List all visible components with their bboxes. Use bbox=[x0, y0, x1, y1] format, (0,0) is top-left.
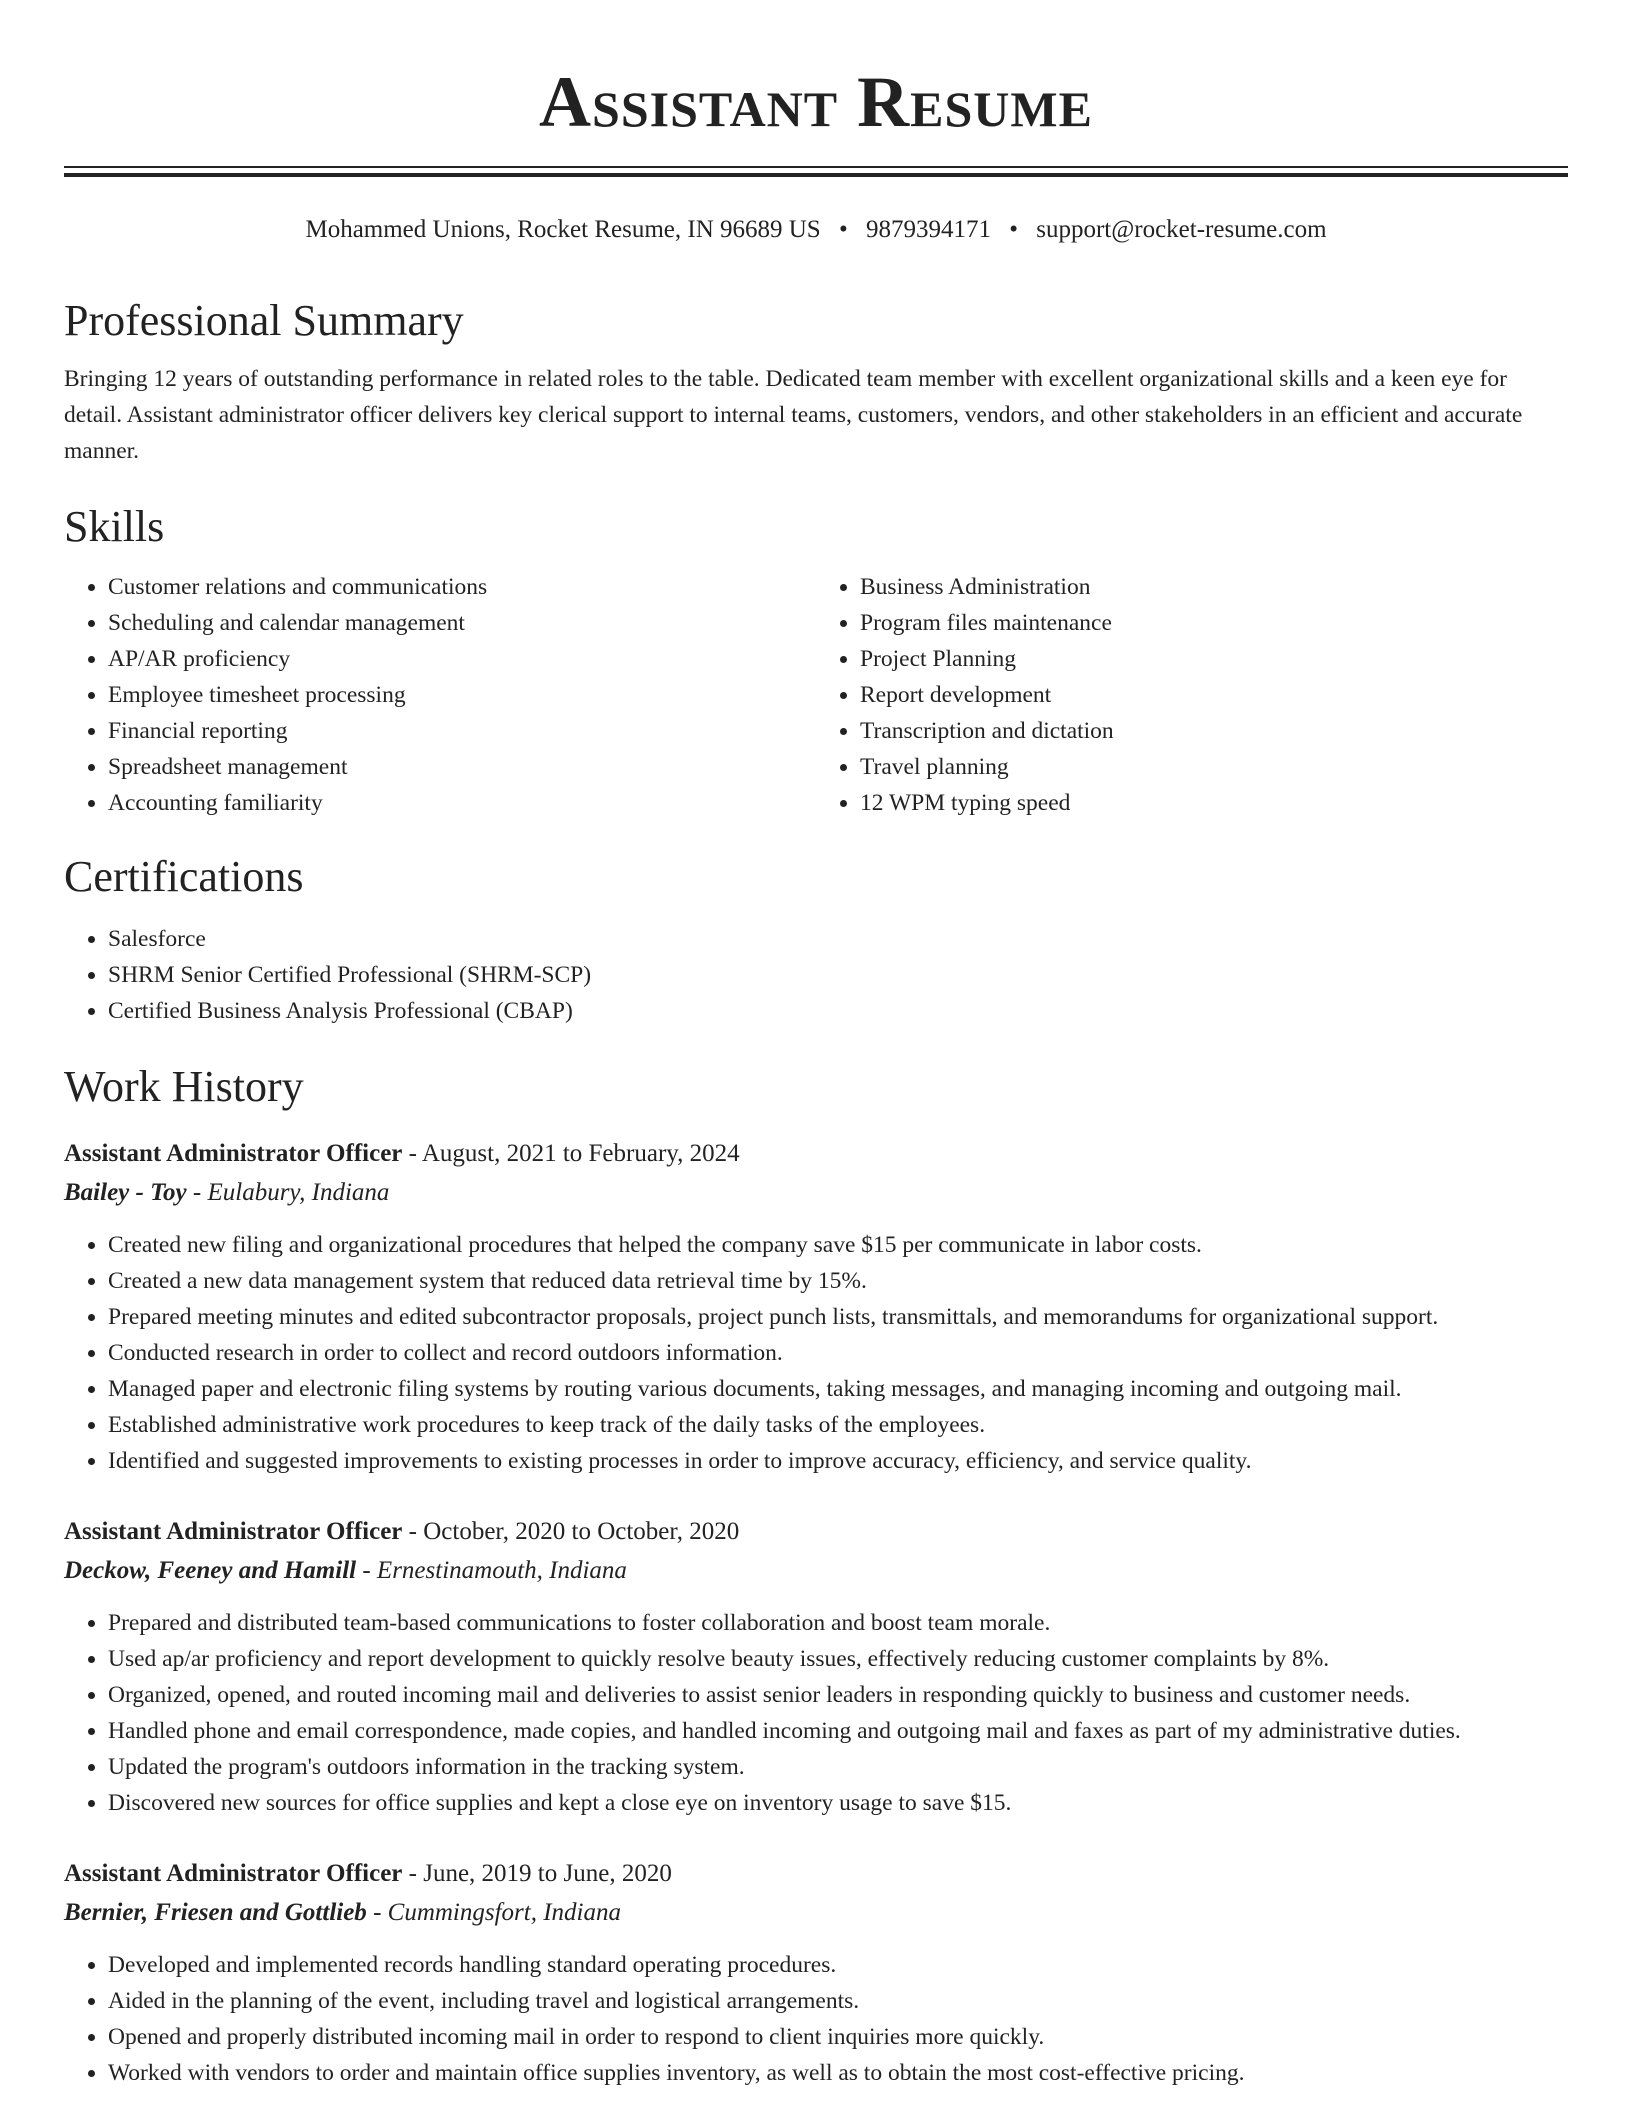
job-location: - Ernestinamouth, Indiana bbox=[356, 1557, 627, 1584]
job-bullets bbox=[64, 1605, 1568, 1821]
job-bullet: • Aided in the planning of the event, including travel and logistical arrangements. bbox=[108, 1983, 1568, 2019]
resume-title: Assistant Resume bbox=[539, 62, 1093, 142]
job-bullet: • Identified and suggested improvements to existing processes in order to improve accuracy, efficiency, and service quality. bbox=[108, 1443, 1568, 1479]
skills-list-right bbox=[816, 569, 1568, 821]
job-entry bbox=[64, 1513, 1568, 1821]
job-company: Bernier, Friesen and Gottlieb bbox=[64, 1899, 367, 1926]
job-company-line bbox=[64, 1551, 1568, 1591]
contact-phone: 9879394171 bbox=[865, 216, 991, 243]
contact-line bbox=[64, 213, 1568, 247]
job-entry bbox=[64, 1135, 1568, 1479]
job-bullet: • Worked with vendors to order and maintain office supplies inventory, as well as to obtain the most cost-effective pricing. bbox=[108, 2055, 1568, 2091]
certification-item: • Certified Business Analysis Professional (CBAP) bbox=[108, 993, 1568, 1029]
job-bullet: • Updated the program's outdoors information in the tracking system. bbox=[108, 1749, 1568, 1785]
job-company-line bbox=[64, 1173, 1568, 1213]
job-entry bbox=[64, 1855, 1568, 2091]
skill-item: • Accounting familiarity bbox=[108, 785, 816, 821]
job-bullet: • Prepared meeting minutes and edited subcontractor proposals, project punch lists, transmittals, and memorandums for organizational support. bbox=[108, 1299, 1568, 1335]
skill-item: • Transcription and dictation bbox=[860, 713, 1568, 749]
skill-item: • Spreadsheet management bbox=[108, 749, 816, 785]
skill-item: • AP/AR proficiency bbox=[108, 641, 816, 677]
job-bullet: • Developed and implemented records handling standard operating procedures. bbox=[108, 1947, 1568, 1983]
job-bullet: • Conducted research in order to collect and record outdoors information. bbox=[108, 1335, 1568, 1371]
job-bullet: • Organized, opened, and routed incoming mail and deliveries to assist senior leaders in responding quickly to business and customer needs. bbox=[108, 1677, 1568, 1713]
job-dates: - June, 2019 to June, 2020 bbox=[402, 1860, 672, 1887]
job-title-line bbox=[64, 1513, 1568, 1551]
skill-item: • Financial reporting bbox=[108, 713, 816, 749]
job-title: Assistant Administrator Officer bbox=[64, 1140, 403, 1167]
job-bullet: • Prepared and distributed team-based communications to foster collaboration and boost team morale. bbox=[108, 1605, 1568, 1641]
job-title: Assistant Administrator Officer bbox=[64, 1860, 403, 1887]
summary-heading: Professional Summary bbox=[64, 296, 464, 345]
job-title-line bbox=[64, 1855, 1568, 1893]
certifications-heading: Certifications bbox=[64, 852, 304, 901]
skill-item: • Program files maintenance bbox=[860, 605, 1568, 641]
job-bullet: • Discovered new sources for office supplies and kept a close eye on inventory usage to save $15. bbox=[108, 1785, 1568, 1821]
job-title-line bbox=[64, 1135, 1568, 1173]
job-title: Assistant Administrator Officer bbox=[64, 1518, 403, 1545]
summary-text: Bringing 12 years of outstanding performance in related roles to the table. Dedicated team member with excellent organizational skills and a keen eye for detail. Assistant administrator officer delivers key clerical support to internal teams, customers, vendors, and other stakeholders in an efficient and accurate manner. bbox=[64, 366, 1523, 464]
job-company: Bailey - Toy bbox=[64, 1179, 187, 1206]
job-bullet: • Established administrative work procedures to keep track of the daily tasks of the employees. bbox=[108, 1407, 1568, 1443]
skill-item: • Business Administration bbox=[860, 569, 1568, 605]
skill-item: • Travel planning bbox=[860, 749, 1568, 785]
job-company-line bbox=[64, 1893, 1568, 1933]
job-location: - Eulabury, Indiana bbox=[186, 1179, 390, 1206]
job-dates: - October, 2020 to October, 2020 bbox=[402, 1518, 740, 1545]
contact-separator: • bbox=[1009, 216, 1018, 243]
job-dates: - August, 2021 to February, 2024 bbox=[402, 1140, 740, 1167]
certification-item: • Salesforce bbox=[108, 921, 1568, 957]
contact-email: support@rocket-resume.com bbox=[1036, 216, 1327, 243]
job-bullet: • Created a new data management system that reduced data retrieval time by 15%. bbox=[108, 1263, 1568, 1299]
skill-item: • Project Planning bbox=[860, 641, 1568, 677]
job-location: - Cummingsfort, Indiana bbox=[366, 1899, 621, 1926]
job-bullets bbox=[64, 1227, 1568, 1479]
skill-item: • Scheduling and calendar management bbox=[108, 605, 816, 641]
skill-item: • Employee timesheet processing bbox=[108, 677, 816, 713]
work-history-heading: Work History bbox=[64, 1062, 304, 1111]
skills-heading: Skills bbox=[64, 502, 165, 551]
skills-list-left bbox=[64, 569, 816, 821]
certifications-list bbox=[64, 921, 1568, 1029]
job-bullet: • Managed paper and electronic filing systems by routing various documents, taking messages, and managing incoming and outgoing mail. bbox=[108, 1371, 1568, 1407]
job-bullet: • Handled phone and email correspondence, made copies, and handled incoming and outgoing mail and faxes as part of my administrative duties. bbox=[108, 1713, 1568, 1749]
job-bullet: • Used ap/ar proficiency and report development to quickly resolve beauty issues, effectively reducing customer complaints by 8%. bbox=[108, 1641, 1568, 1677]
job-bullet: • Opened and properly distributed incoming mail in order to respond to client inquiries more quickly. bbox=[108, 2019, 1568, 2055]
skills-columns bbox=[64, 569, 1568, 821]
job-bullets bbox=[64, 1947, 1568, 2091]
job-company: Deckow, Feeney and Hamill bbox=[64, 1557, 357, 1584]
certification-item: • SHRM Senior Certified Professional (SHRM-SCP) bbox=[108, 957, 1568, 993]
skill-item: • Report development bbox=[860, 677, 1568, 713]
contact-separator: • bbox=[838, 216, 848, 243]
contact-address: Mohammed Unions, Rocket Resume, IN 96689 US bbox=[305, 216, 821, 243]
job-bullet: • Created new filing and organizational procedures that helped the company save $15 per communicate in labor costs. bbox=[108, 1227, 1568, 1263]
title-divider bbox=[64, 166, 1568, 177]
skill-item: • Customer relations and communications bbox=[108, 569, 816, 605]
skill-item: • 12 WPM typing speed bbox=[860, 785, 1568, 821]
